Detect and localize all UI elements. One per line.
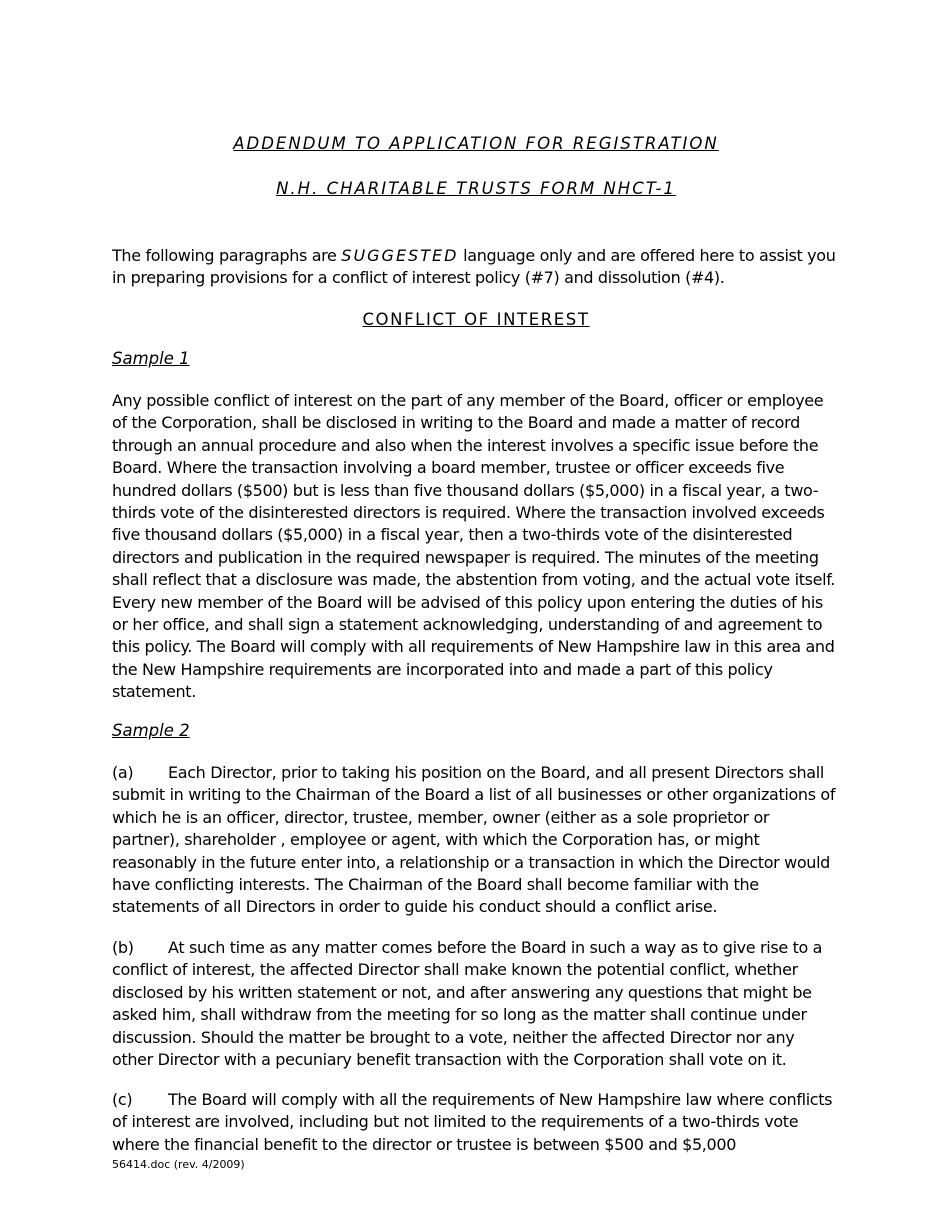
intro-emphasis: SUGGESTED	[341, 246, 459, 265]
item-marker: (b)	[112, 938, 134, 957]
section-heading: CONFLICT OF INTEREST	[362, 310, 590, 329]
document-subtitle: N.H. CHARITABLE TRUSTS FORM NHCT-1	[276, 179, 676, 198]
document-title: ADDENDUM TO APPLICATION FOR REGISTRATION	[233, 134, 719, 153]
item-text: At such time as any matter comes before the Board in such a way as to give rise to a conflict of interest, the affected Director shall make known the potential conflict, whether disclosed by his written statement or not, and after answering any questions that might be asked him, shall withdraw from the meeting for so long as the matter shall continue under discussion. Should the matter be brought to a vote, neither the affected Director nor any other Director with a pecuniary benefit transaction with the Corporation shall vote on it.	[112, 938, 823, 1070]
sample-1-paragraph: Any possible conflict of interest on the part of any member of the Board, officer or employee of the Corporation, shall be disclosed in writing to the Board and made a matter of record through an annual procedure and also when the interest involves a specific issue before the Board. Where the transaction involving a board member, trustee or officer exceeds five hundred dollars ($500) but is less than five thousand dollars ($5,000) in a fiscal year, a two-thirds vote of the disinterested directors is required. Where the transaction involved exceeds five thousand dollars ($5,000) in a fiscal year, then a two-thirds vote of the disinterested directors and publication in the required newspaper is required. The minutes of the meeting shall reflect that a disclosure was made, the abstention from voting, and the actual vote itself. Every new member of the Board will be advised of this policy upon entering the duties of his or her office, and shall sign a statement acknowledging, understanding of and agreement to this policy. The Board will comply with all requirements of New Hampshire law in this area and the New Hampshire requirements are incorporated into and made a part of this policy statement.	[112, 391, 836, 702]
item-marker: (c)	[112, 1090, 133, 1109]
item-marker: (a)	[112, 763, 134, 782]
document-footer: 56414.doc (rev. 4/2009)	[112, 1158, 245, 1171]
sample-2-item-a	[112, 762, 840, 919]
intro-paragraph	[112, 245, 840, 290]
item-text: Each Director, prior to taking his position on the Board, and all present Directors shall submit in writing to the Chairman of the Board a list of all businesses or other organizations of which he is an officer, director, trustee, member, owner (either as a sole proprietor or partner), shareholder , employee or agent, with which the Corporation has, or might reasonably in the future enter into, a relationship or a transaction in which the Director would have conflicting interests. The Chairman of the Board shall become familiar with the statements of all Directors in order to guide his conduct should a conflict arise.	[112, 763, 836, 917]
sample-2-label: Sample 2	[112, 721, 190, 740]
sample-2-item-c	[112, 1089, 840, 1156]
sample-1-label: Sample 1	[112, 349, 190, 368]
intro-text-before: The following paragraphs are	[112, 246, 342, 265]
sample-2-item-b	[112, 937, 840, 1071]
intro-text-after: language only and are offered here to assist you in preparing provisions for a conflict of interest policy (#7) and dissolution (#4).	[112, 246, 836, 288]
item-text: The Board will comply with all the requirements of New Hampshire law where conflicts of interest are involved, including but not limited to the requirements of a two-thirds vote where the financial benefit to the director or trustee is between $500 and $5,000	[112, 1090, 833, 1154]
